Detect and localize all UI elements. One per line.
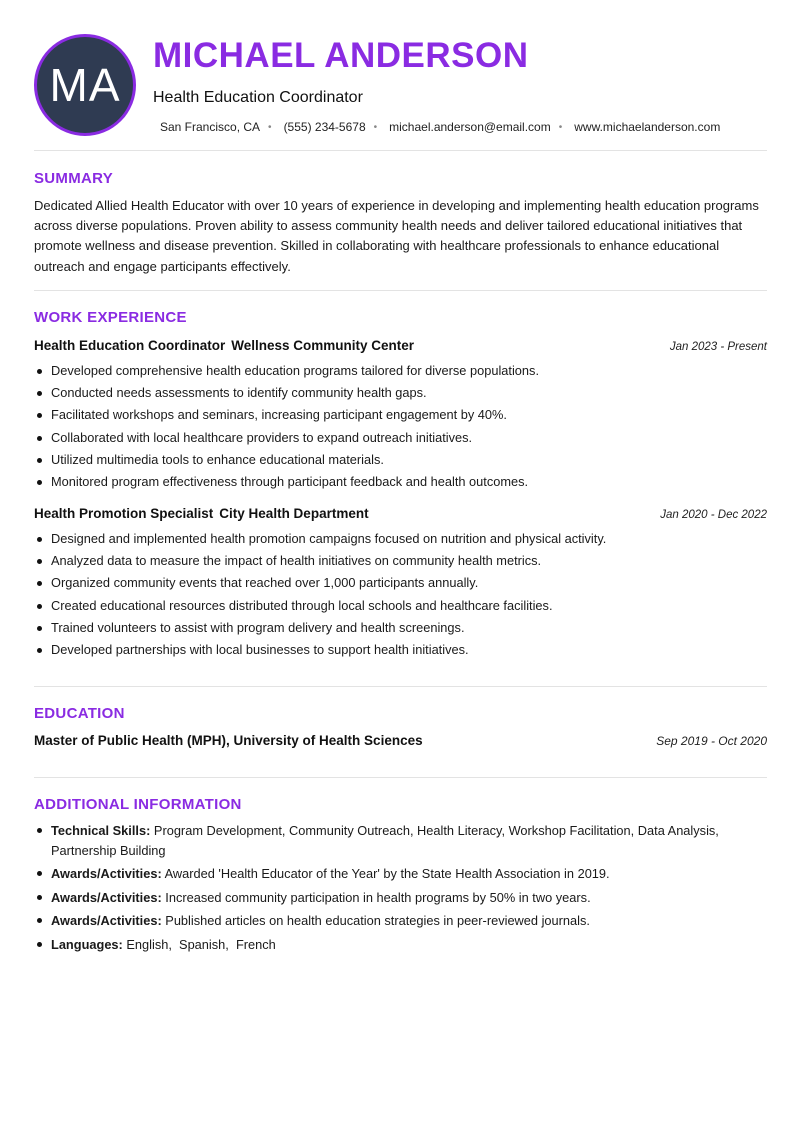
contact-separator: •: [373, 121, 378, 133]
info-label: Technical Skills:: [51, 823, 151, 838]
job-role: Health Promotion Specialist: [34, 506, 214, 521]
avatar-initials: MA: [49, 59, 121, 111]
list-item: Organized community events that reached over 1,000 participants annually.: [34, 572, 774, 594]
job-org: Wellness Community Center: [231, 338, 415, 353]
list-item: Conducted needs assessments to identify community health gaps.: [34, 382, 774, 404]
summary-heading: SUMMARY: [34, 170, 114, 187]
divider: [34, 290, 767, 291]
additional-list: [34, 821, 774, 958]
list-item: Utilized multimedia tools to enhance educational materials.: [34, 449, 774, 471]
summary-text: Dedicated Allied Health Educator with over 10 years of experience in developing and implementing health education programs across diverse populations. Proven ability to assess community health needs and deliver tailored educational initiatives that promote wellness and disease prevention. Skilled in collaborating with healthcare professionals to enhance educational outreach and engage participants effectively.: [34, 198, 759, 274]
contact-email[interactable]: michael.anderson@email.com: [389, 120, 551, 134]
divider: [34, 686, 767, 687]
contact-location: San Francisco, CA: [160, 120, 261, 134]
list-item: Developed partnerships with local businesses to support health initiatives.: [34, 639, 774, 661]
job-header: [34, 506, 767, 521]
list-item: [34, 864, 774, 884]
info-label: Awards/Activities:: [51, 866, 162, 881]
list-item: Designed and implemented health promotion campaigns focused on nutrition and physical activity.: [34, 528, 774, 550]
job-role: Health Education Coordinator: [34, 338, 226, 353]
education-degree: Master of Public Health (MPH), University of Health Sciences: [34, 733, 423, 748]
job-dates: Jan 2020 - Dec 2022: [660, 509, 767, 521]
divider: [34, 150, 767, 151]
additional-heading: ADDITIONAL INFORMATION: [34, 796, 242, 813]
contact-separator: •: [268, 121, 272, 133]
info-label: Awards/Activities:: [51, 913, 162, 928]
job-bullets: [34, 528, 774, 661]
job-bullets: [34, 360, 774, 493]
avatar: [34, 34, 136, 136]
education-heading: EDUCATION: [34, 705, 125, 722]
list-item: [34, 888, 774, 908]
list-item: Developed comprehensive health education programs tailored for diverse populations.: [34, 360, 774, 382]
education-dates: Sep 2019 - Oct 2020: [656, 734, 767, 748]
info-text: Program Development, Community Outreach, Health Literacy, Workshop Facilitation, Data Analysis, Partnership Building: [51, 823, 719, 858]
list-item: Trained volunteers to assist with program delivery and health screenings.: [34, 617, 774, 639]
list-item: Collaborated with local healthcare providers to expand outreach initiatives.: [34, 427, 774, 449]
info-text: Increased community participation in health programs by 50% in two years.: [165, 889, 591, 905]
info-label: Languages:: [51, 936, 123, 952]
divider: [34, 777, 767, 778]
list-item: Monitored program effectiveness through participant feedback and health outcomes.: [34, 471, 774, 493]
info-text: English, Spanish, French: [126, 936, 276, 952]
job-org: City Health Department: [219, 506, 369, 521]
job-title-org: [34, 506, 369, 521]
job-title-org: [34, 338, 414, 353]
contact-phone: (555) 234-5678: [283, 120, 366, 134]
candidate-title: Health Education Coordinator: [153, 89, 363, 106]
job-header: [34, 338, 767, 353]
job-dates: Jan 2023 - Present: [669, 341, 767, 353]
candidate-name: MICHAEL ANDERSON: [153, 36, 529, 75]
list-item: [34, 911, 774, 931]
contact-line: [160, 120, 720, 134]
list-item: [34, 821, 774, 860]
list-item: [34, 935, 774, 955]
list-item: Analyzed data to measure the impact of health initiatives on community health metrics.: [34, 550, 774, 572]
list-item: Created educational resources distributed through local schools and healthcare facilities.: [34, 595, 774, 617]
info-label: Awards/Activities:: [51, 889, 162, 905]
contact-website[interactable]: www.michaelanderson.com: [574, 120, 721, 134]
education-entry: [34, 733, 767, 748]
contact-separator: •: [558, 121, 563, 133]
info-text: Published articles on health education strategies in peer-reviewed journals.: [165, 913, 590, 928]
experience-heading: WORK EXPERIENCE: [34, 309, 187, 326]
list-item: Facilitated workshops and seminars, increasing participant engagement by 40%.: [34, 404, 774, 426]
info-text: Awarded 'Health Educator of the Year' by the State Health Association in 2019.: [164, 866, 610, 881]
